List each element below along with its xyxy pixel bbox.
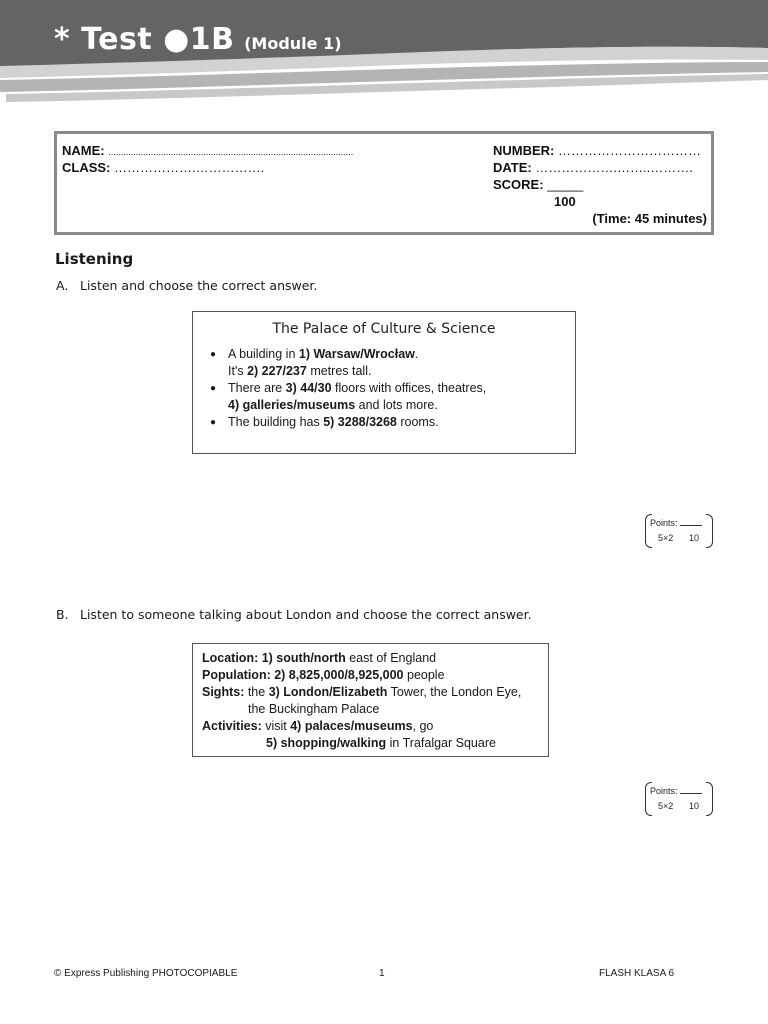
footer-series: FLASH KLASA 6 — [599, 968, 675, 979]
activities-row: Activities: visit 4) palaces/museums, go — [202, 719, 434, 733]
footer-copyright: © Express Publishing PHOTOCOPIABLE — [54, 968, 238, 979]
name-field[interactable] — [62, 143, 353, 158]
footer-page-number: 1 — [379, 968, 385, 979]
points-box-b[interactable] — [645, 782, 713, 816]
points-label: Points: — [650, 786, 678, 796]
number-dots: …………………………… — [558, 143, 702, 158]
bullet-item-2: ● There are 3) 44/30 floors with offices, theatres, 4) galleries/museums and lots more. — [210, 381, 487, 412]
name-label: NAME: — [62, 143, 105, 158]
task-b-instruction — [56, 607, 532, 622]
date-dots: ……………….……..………. — [535, 160, 693, 175]
population-row: Population: 2) 8,825,000/8,925,000 people — [202, 668, 445, 682]
test-title-main: * Test ●1B — [54, 22, 235, 57]
activities-row-2: 5) shopping/walking in Trafalgar Square — [266, 736, 496, 750]
class-dots: ……………….……………. — [114, 160, 265, 175]
date-field[interactable] — [493, 160, 693, 175]
test-title-module: (Module 1) — [244, 34, 342, 53]
task-b-text: Listen to someone talking about London and choose the correct answer. — [80, 607, 532, 622]
answer-4[interactable]: 4) galleries/museums — [228, 398, 356, 412]
task-b-box — [192, 643, 549, 757]
answer-3[interactable]: 3) 44/30 — [285, 381, 332, 395]
points-max: 10 — [689, 801, 700, 811]
score-label: SCORE: — [493, 177, 544, 192]
location-row: Location: 1) south/north east of England — [202, 651, 437, 665]
date-label: DATE: — [493, 160, 532, 175]
points-formula: 5×2 — [658, 801, 674, 811]
score-max: 100 — [554, 194, 576, 209]
bullet-item-1: ● A building in 1) Warsaw/Wrocław. It's 2) 227/237 metres tall. — [210, 347, 419, 378]
answer-b5[interactable]: 5) shopping/walking — [266, 736, 387, 750]
name-dots: .................................................................................................. — [108, 147, 354, 157]
bullet-item-3: ● The building has 5) 3288/3268 rooms. — [210, 415, 439, 429]
score-field[interactable] — [493, 177, 583, 192]
task-a-bullet-list — [207, 346, 486, 431]
score-blank: _____ — [547, 177, 584, 192]
task-a-box-title: The Palace of Culture & Science — [272, 321, 496, 337]
answer-b3[interactable]: 3) London/Elizabeth — [268, 685, 388, 699]
points-label: Points: — [650, 518, 678, 528]
sights-row: Sights: the 3) London/Elizabeth Tower, the London Eye, — [202, 685, 522, 699]
bullet-icon: ● — [210, 349, 217, 360]
task-a-text: Listen and choose the correct answer. — [80, 278, 318, 293]
answer-5[interactable]: 5) 3288/3268 — [323, 415, 397, 429]
class-field[interactable] — [62, 160, 264, 175]
answer-1[interactable]: 1) Warsaw/Wrocław — [298, 347, 415, 361]
points-formula: 5×2 — [658, 533, 674, 543]
class-label: CLASS: — [62, 160, 111, 175]
number-field[interactable] — [493, 143, 701, 158]
task-a-letter: A. — [56, 278, 69, 293]
answer-2[interactable]: 2) 227/237 — [247, 364, 307, 378]
answer-b4[interactable]: 4) palaces/museums — [290, 719, 413, 733]
sights-row-2: the Buckingham Palace — [248, 702, 380, 716]
number-label: NUMBER: — [493, 143, 555, 158]
student-info-box — [54, 131, 714, 235]
test-title — [54, 22, 342, 57]
task-a-box — [192, 311, 576, 454]
answer-b1[interactable]: 1) south/north — [258, 651, 346, 665]
task-b-letter: B. — [56, 607, 69, 622]
task-a-instruction — [56, 278, 317, 293]
points-box-a[interactable] — [645, 514, 713, 548]
section-title-listening: Listening — [55, 250, 134, 268]
time-limit: (Time: 45 minutes) — [592, 211, 707, 226]
points-max: 10 — [689, 533, 700, 543]
bullet-icon: ● — [210, 417, 217, 428]
answer-b2[interactable]: 2) 8,825,000/8,925,000 — [270, 668, 404, 682]
bullet-icon: ● — [210, 383, 217, 394]
